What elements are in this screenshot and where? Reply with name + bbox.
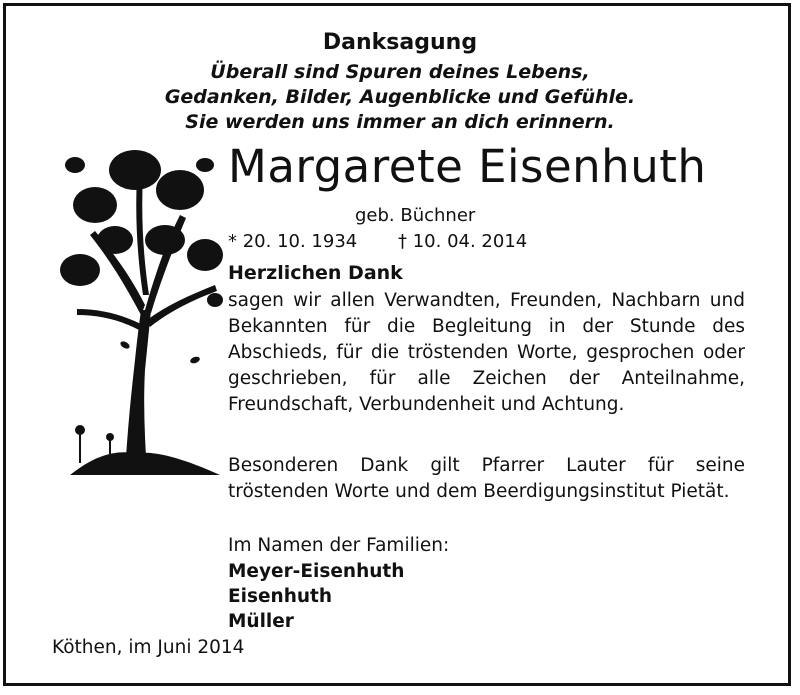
birth-date: * 20. 10. 1934	[228, 231, 358, 252]
birth-name: geb. Büchner	[355, 205, 476, 226]
notice-heading: Danksagung	[322, 30, 478, 55]
place-date: Köthen, im Juni 2014	[52, 637, 245, 658]
verse-line-2: Gedanken, Bilder, Augenblicke und Gefühle.	[164, 86, 636, 108]
family-name-2: Eisenhuth	[228, 586, 333, 607]
thanks-text-1: sagen wir allen Verwandten, Freunden, Nachbarn und Bekannten für die Begleitung in der Stunde des Abschieds, für die tröstenden Worte, gesprochen oder geschrieben, für alle Zeichen der Anteilnahme, Freundschaft, Verbundenheit und Achtung.	[228, 290, 745, 415]
death-date: † 10. 04. 2014	[398, 231, 528, 252]
thanks-title: Herzlichen Dank	[228, 262, 403, 284]
family-name-1: Meyer-Eisenhuth	[228, 561, 405, 582]
tree-silhouette-icon	[55, 145, 225, 475]
verse-line-1: Überall sind Spuren deines Lebens,	[210, 61, 590, 83]
family-name-3: Müller	[228, 611, 294, 632]
verse-line-3: Sie werden uns immer an dich erinnern.	[185, 111, 615, 133]
thanks-paragraph-2	[228, 453, 745, 505]
signature-intro: Im Namen der Familien:	[228, 535, 450, 556]
deceased-name: Margarete Eisenhuth	[228, 140, 707, 193]
thanks-paragraph-1	[228, 288, 745, 418]
thanks-text-2: Besonderen Dank gilt Pfarrer Lauter für seine tröstenden Worte und dem Beerdigungsinstitut Pietät.	[228, 455, 745, 502]
